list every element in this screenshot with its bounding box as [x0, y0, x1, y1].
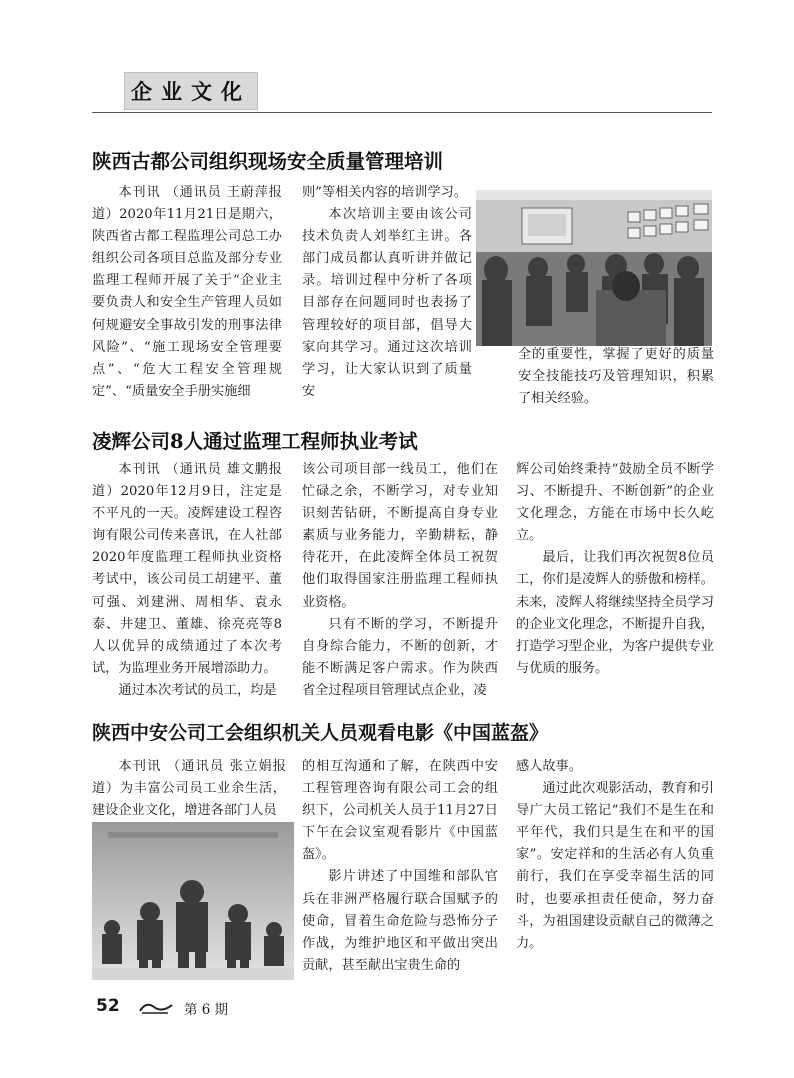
article-2-title: 凌辉公司8人通过监理工程师执业考试 [92, 430, 418, 453]
article-3-title: 陕西中安公司工会组织机关人员观看电影《中国蓝盔》 [92, 722, 549, 744]
article-1-column-1 [92, 182, 282, 403]
article-1-column-3 [518, 344, 714, 410]
article-1-column-2 [302, 182, 472, 403]
magazine-logo-icon [138, 999, 174, 1015]
page-number: 52 [96, 996, 120, 1016]
article-2-col2-para-1: 该公司项目部一线员工，他们在忙碌之余，不断学习，对专业知识刻苦钻研，不断提高自身专业素质与业务能力，辛勤耕耘，静待花开，在此凌辉全体员工祝贺他们取得国家注册监理工程师执业资格。 [302, 462, 498, 610]
training-photo [476, 190, 712, 346]
article-1-title: 陕西古都公司组织现场安全质量管理培训 [92, 150, 444, 173]
article-2-col2-para-2: 只有不断的学习，不断提升自身综合能力，不断的创新，才能不断满足客户需求。作为陕西省全过程项目管理试点企业，凌 [302, 616, 498, 698]
article-3-col3-para-2: 通过此次观影活动，教育和引导广大员工铭记“我们不是生在和平年代，我们只是生在和平的国家”。安定祥和的生活必有人负重前行，我们在享受幸福生活的同时，也要承担责任使命，努力奋斗，为祖国建设贡献自己的微薄之力。 [516, 781, 714, 951]
article-3-col2-para-2: 影片讲述了中国维和部队官兵在非洲严格履行联合国赋予的使命，冒着生命危险与恐怖分子作战，为维护地区和平做出突出贡献，甚至献出宝贵生命的 [302, 869, 498, 973]
issue-number: 第 6 期 [184, 1002, 229, 1018]
article-2-column-3 [516, 459, 714, 680]
article-2-col1-para-1: 本刊讯 （通讯员 雄文鹏报道）2020年12月9日，注定是不平凡的一天。凌辉建设工程咨询有限公司传来喜讯，在人社部2020年度监理工程师执业资格考试中，该公司员工胡建平、董可强、刘建洲、周相华、袁永泰、井建卫、董雄、徐亮亮等8人以优异的成绩通过了本次考试，为监理业务开展增添助力。 [92, 462, 282, 676]
article-2-column-1 [92, 459, 282, 702]
article-3-column-1 [92, 756, 286, 822]
article-1-col2-para-1: 则”等相关内容的培训学习。 [302, 185, 467, 200]
header-divider [92, 112, 712, 113]
section-title: 企业文化 [124, 72, 258, 110]
article-2-column-2 [302, 459, 498, 702]
article-3-column-3 [516, 756, 714, 955]
movie-poster-image [92, 822, 294, 980]
article-2-col3-para-1: 辉公司始终秉持“鼓励全员不断学习、不断提升、不断创新”的企业文化理念，方能在市场中长久屹立。 [516, 462, 714, 544]
article-1-col1-para-1: 本刊讯 （通讯员 王蔚萍报道）2020年11月21日是期六，陕西省古都工程监理公司总工办组织公司各项目总监及部分专业监理工程师开展了关于“企业主要负责人和安全生产管理人员如何规避安全事故引发的刑事法律风险”、“施工现场安全管理要点”、“危大工程安全管理规定”、“质量安全手册实施细 [92, 185, 282, 399]
article-3-col3-para-1: 感人故事。 [516, 759, 582, 774]
article-1-col2-para-2: 本次培训主要由该公司技术负责人刘举红主讲。各部门成员都认真听讲并做记录。培训过程中分析了各项目部存在问题同时也表扬了管理较好的项目部，倡导大家向其学习。通过这次培训学习，让大家认识到了质量安 [302, 207, 472, 399]
article-2-col1-para-2: 通过本次考试的员工，均是 [118, 682, 277, 698]
article-3-col1-para-1: 本刊讯 （通讯员 张立娟报道）为丰富公司员工业余生活，建设企业文化，增进各部门人员 [92, 759, 286, 819]
article-2-col3-para-2: 最后，让我们再次祝贺8位员工，你们是凌辉人的骄傲和榜样。未来，凌辉人将继续坚持全员学习的企业文化理念，不断提升自我，打造学习型企业，为客户提供专业与优质的服务。 [516, 550, 714, 676]
article-3-column-2 [302, 756, 498, 977]
article-3-col2-para-1: 的相互沟通和了解，在陕西中安工程管理咨询有限公司工会的组织下，公司机关人员于11月27日下午在会议室观看影片《中国蓝盔》。 [302, 759, 498, 863]
article-1-col3-para-1: 全的重要性，掌握了更好的质量安全技能技巧及管理知识，积累了相关经验。 [518, 347, 714, 407]
